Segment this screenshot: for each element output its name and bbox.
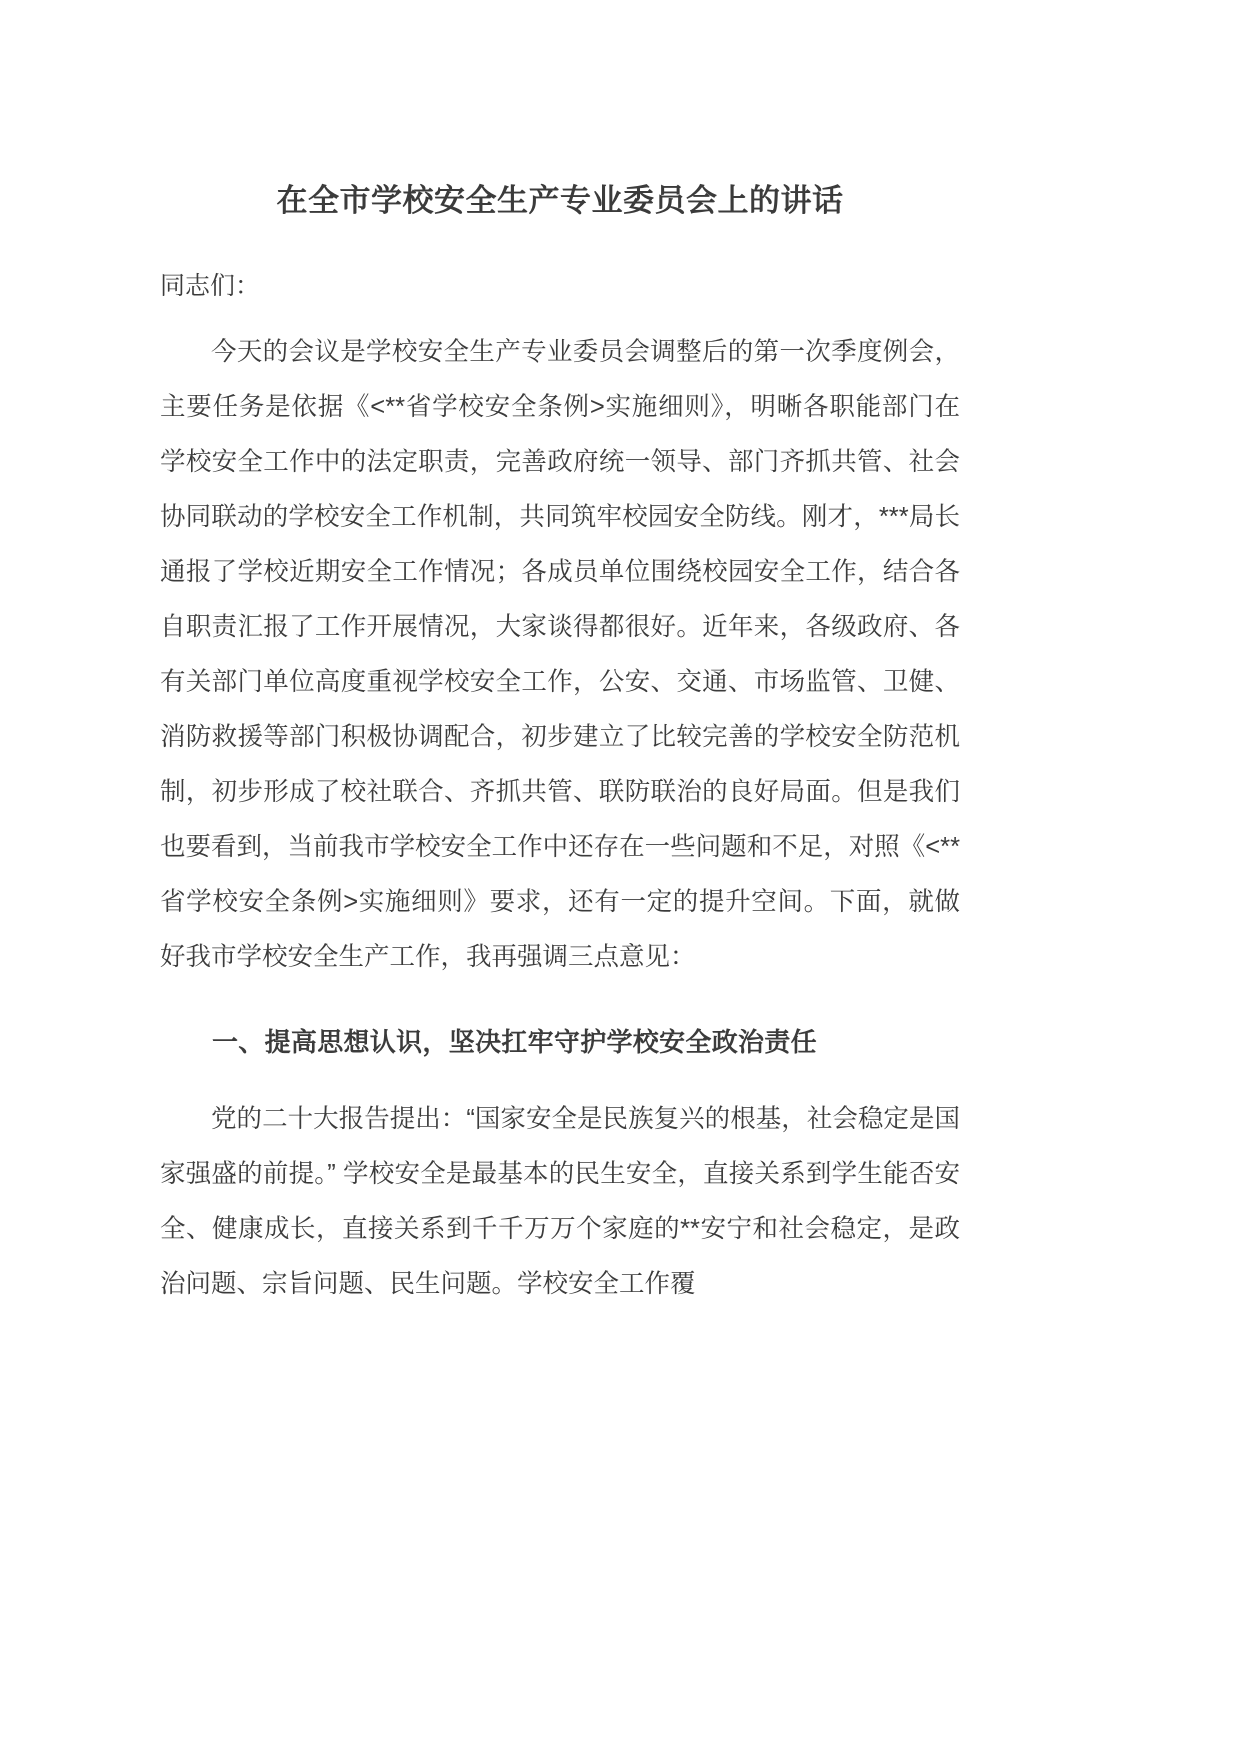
- page-title: 在全市学校安全生产专业委员会上的讲话: [276, 183, 844, 218]
- section-heading-1: 一、提高思想认识，坚决扛牢守护学校安全政治责任: [212, 1027, 817, 1058]
- document-content: [160, 0, 960, 1312]
- salutation-line: 同志们：: [160, 271, 261, 300]
- paragraph-intro: 今天的会议是学校安全生产专业委员会调整后的第一次季度例会，主要任务是依据《<**省学校安全条例>实施细则》，明晰各职能部门在学校安全工作中的法定职责，完善政府统一领导、部门齐抓共管、社会协同联动的学校安全工作机制，共同筑牢校园安全防线。刚才，***局长通报了学校近期安全工作情况；各成员单位围绕校园安全工作，结合各自职责汇报了工作开展情况，大家谈得都很好。近年来，各级政府、各有关部门单位高度重视学校安全工作，公安、交通、市场监管、卫健、消防救援等部门积极协调配合，初步建立了比较完善的学校安全防范机制，初步形成了校社联合、齐抓共管、联防联治的良好局面。但是我们也要看到，当前我市学校安全工作中还存在一些问题和不足，对照《<**省学校安全条例>实施细则》要求，还有一定的提升空间。下面，就做好我市学校安全生产工作，我再强调三点意见：: [160, 338, 960, 972]
- paragraph-section-1-1: 党的二十大报告提出：“国家安全是民族复兴的根基，社会稳定是国家强盛的前提。” 学校安全是最基本的民生安全，直接关系到学生能否安全、健康成长，直接关系到千千万万个家庭的**安宁和社会稳定，是政治问题、宗旨问题、民生问题。学校安全工作覆: [160, 1105, 960, 1299]
